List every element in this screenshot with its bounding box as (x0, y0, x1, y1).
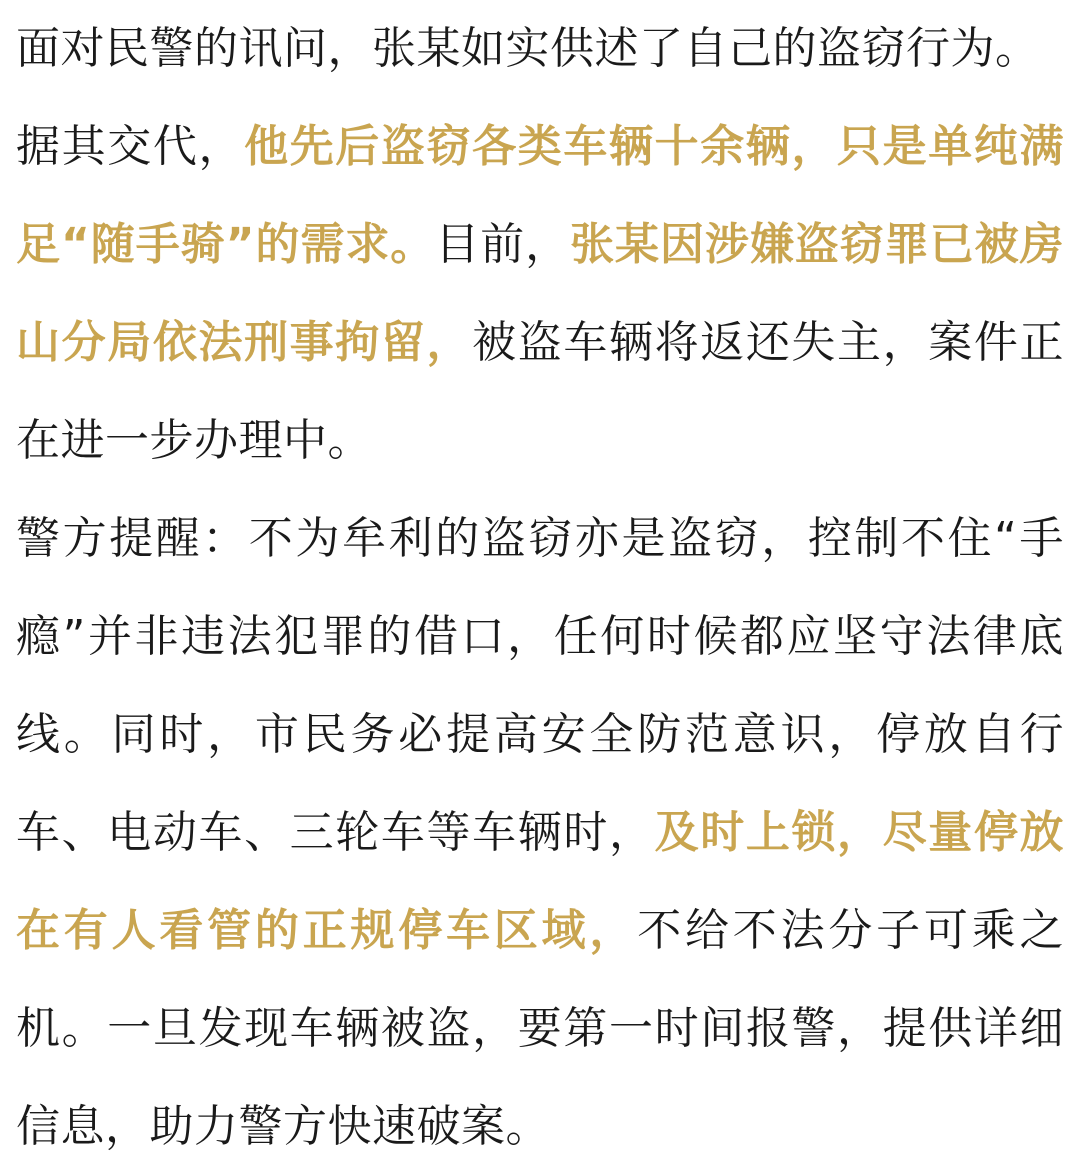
highlighted-text-segment: 及时上锁，尽量停放在有人看管的正规停车区域， (16, 807, 1065, 956)
article-body (16, 0, 1064, 1176)
paragraph-police-reminder (16, 490, 1064, 1176)
paragraph-confession (16, 98, 1064, 490)
text-segment: 警方提醒：不为牟利的盗窃亦是盗窃，控制不住“手瘾”并非违法犯罪的借口，任何时候都应坚守法律底线。同时，市民务必提高安全防范意识，停放自行车、电动车、三轮车等车辆时， (16, 513, 1064, 858)
highlighted-text-segment: 张某因涉嫌盗窃罪已被房山分局依法刑事拘留， (16, 219, 1065, 368)
text-segment: 目前， (435, 219, 571, 270)
text-segment: 被盗车辆将返还失主，案件正在进一步办理中。 (16, 317, 1065, 466)
paragraph-interrogation (16, 0, 1064, 98)
text-segment: 据其交代， (16, 121, 245, 172)
text-segment: 面对民警的讯问，张某如实供述了自己的盗窃行为。 (16, 23, 1040, 74)
highlighted-text-segment: 他先后盗窃各类车辆十余辆，只是单纯满足“随手骑”的需求。 (16, 121, 1065, 270)
text-segment: 不给不法分子可乘之机。一旦发现车辆被盗，要第一时间报警，提供详细信息，助力警方快速破案。 (16, 905, 1065, 1152)
